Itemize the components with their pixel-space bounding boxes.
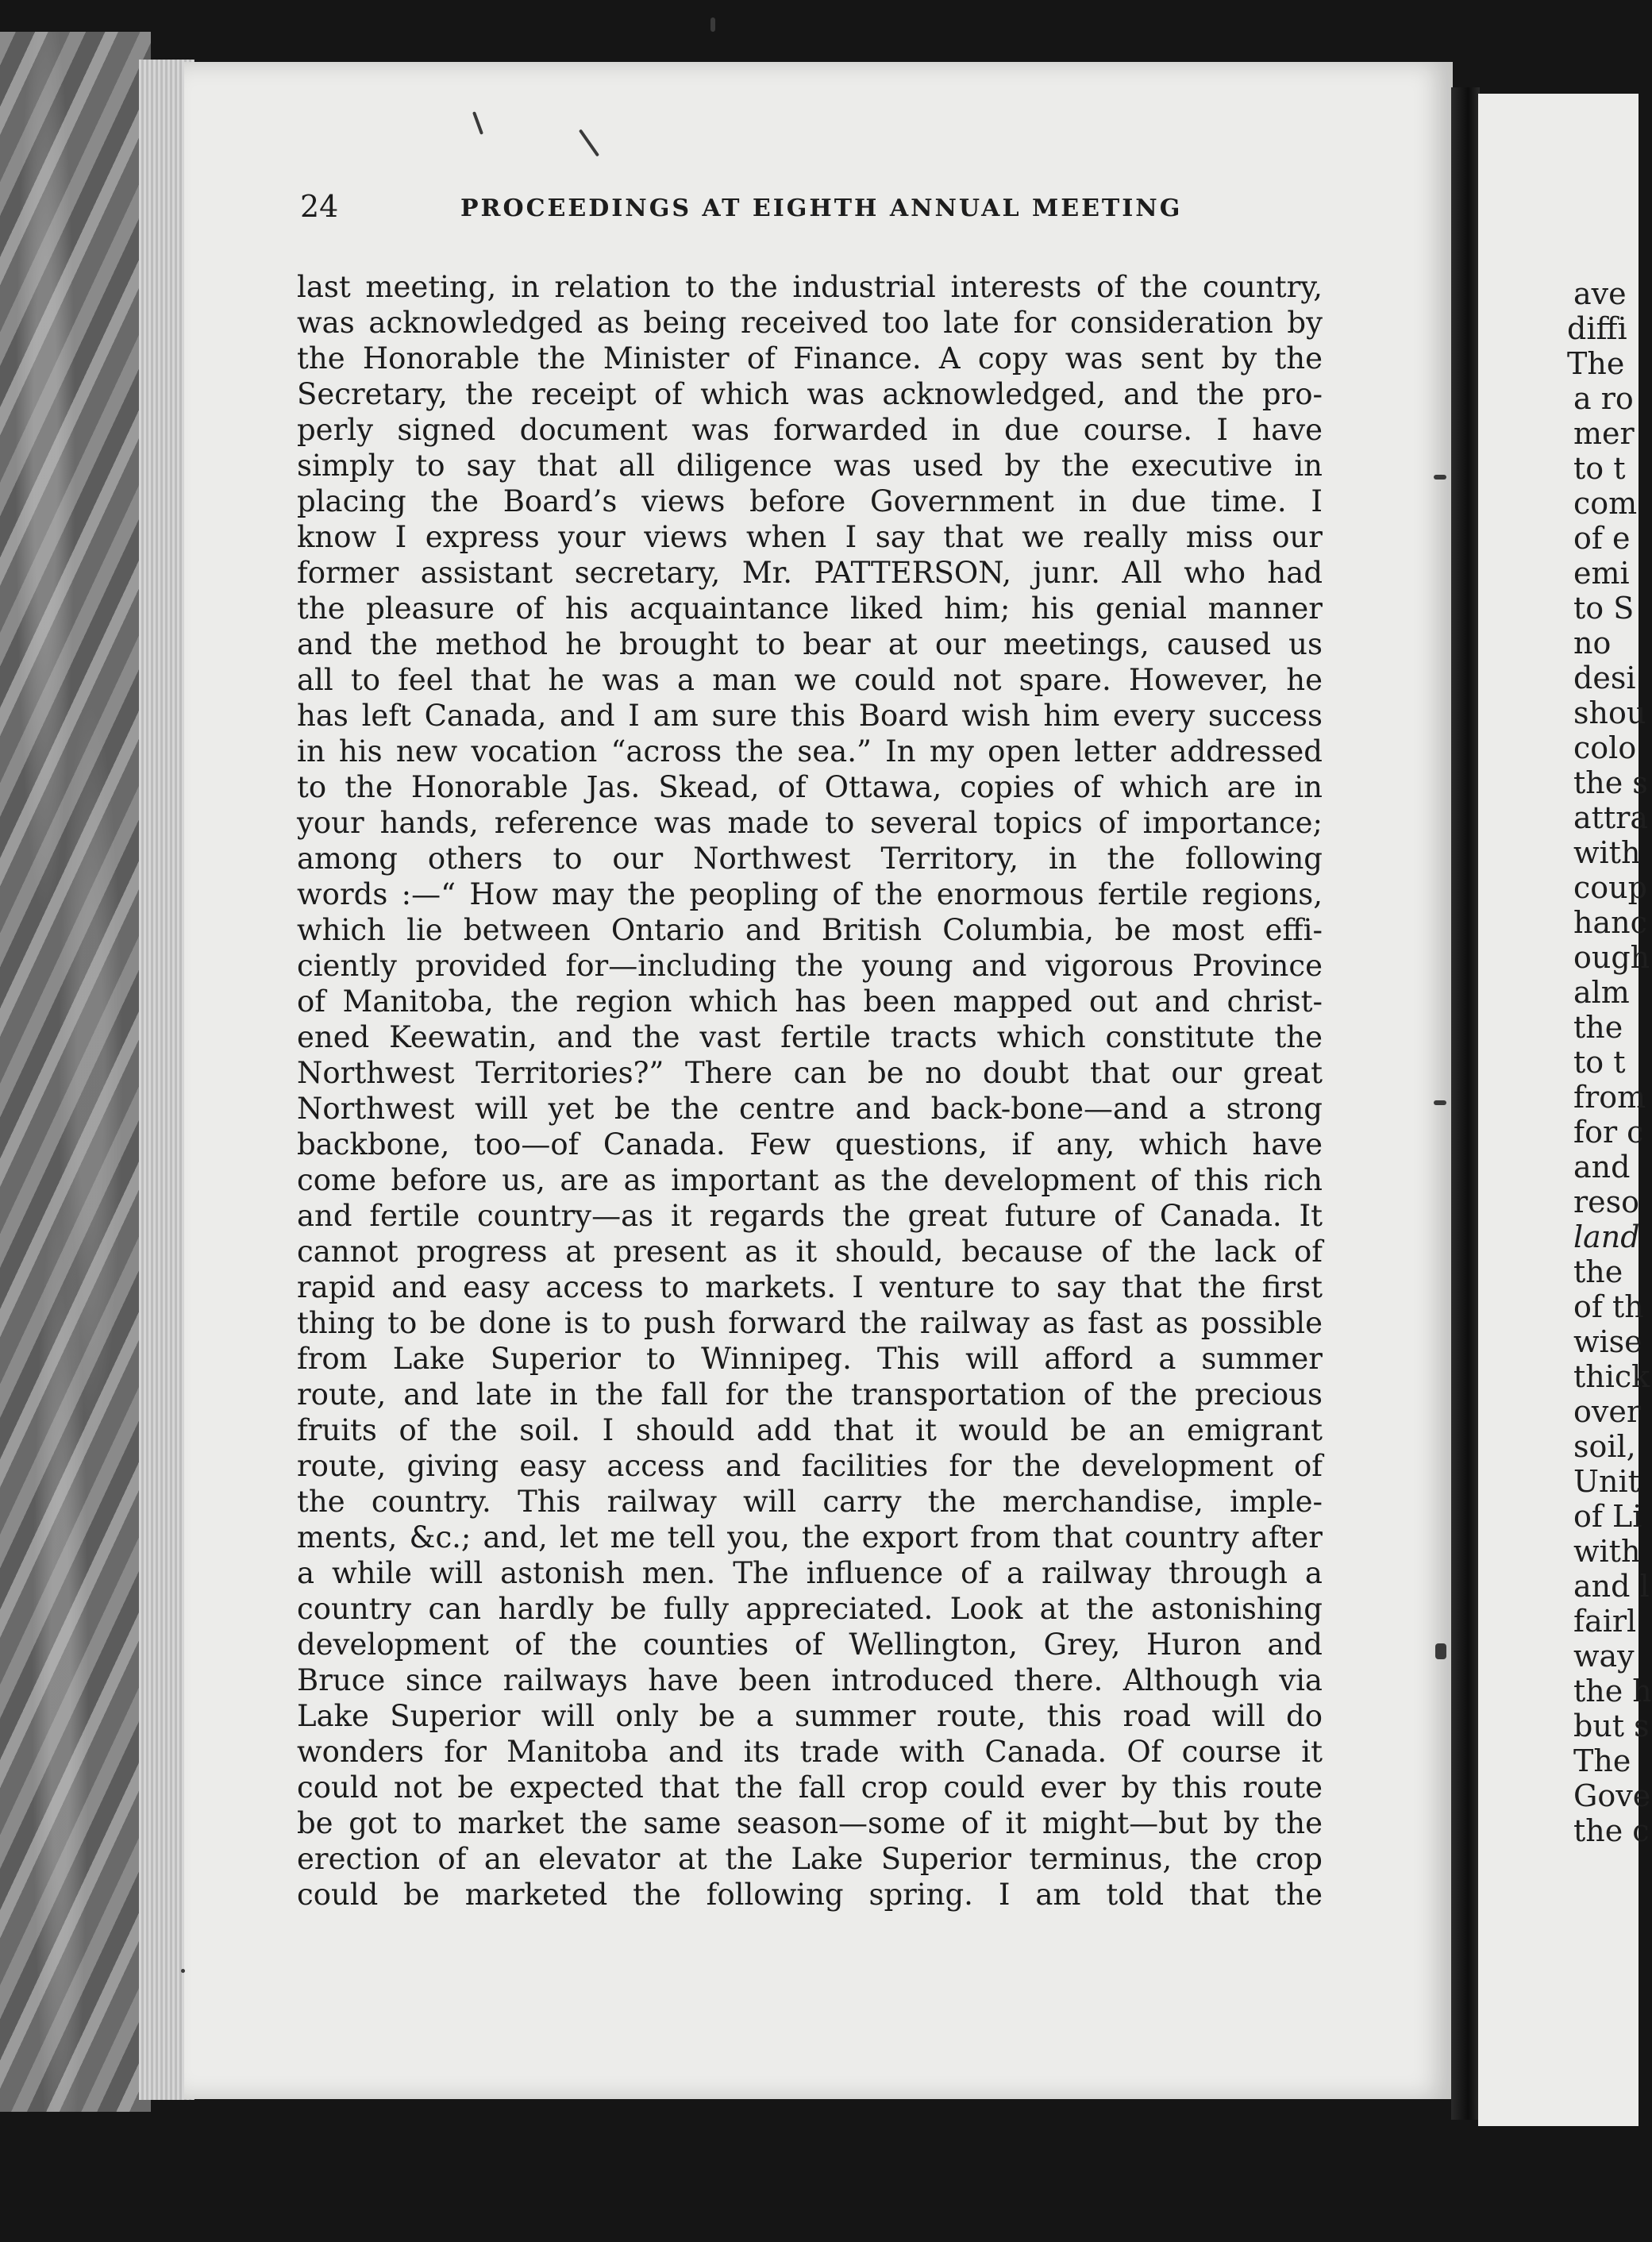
facing-fragment: way — [1573, 1639, 1635, 1674]
text-line: erection of an elevator at the Lake Superior terminus, the crop — [297, 1842, 1323, 1876]
text-line: wonders for Manitoba and its trade with Canada. Of course it — [297, 1735, 1323, 1769]
text-line: cannot progress at present as it should, because of the lack of — [297, 1235, 1323, 1269]
facing-fragment: and — [1573, 1150, 1631, 1185]
facing-fragment: land — [1573, 1219, 1640, 1254]
text-line: country can hardly be fully appreciated. Look at the astonishing — [297, 1592, 1323, 1626]
speck — [1435, 1643, 1446, 1659]
text-line: last meeting, in relation to the industrial interests of the country, — [297, 270, 1323, 304]
text-line: the Honorable the Minister of Finance. A copy was sent by the — [297, 341, 1323, 376]
facing-fragment: fairl — [1573, 1604, 1637, 1639]
facing-fragment: reso — [1573, 1185, 1640, 1219]
facing-fragment: with — [1573, 1534, 1641, 1569]
text-line: former assistant secretary, Mr. PATTERSON, junr. All who had — [297, 556, 1323, 590]
facing-fragment: coup — [1573, 870, 1647, 905]
text-line: development of the counties of Wellington, Grey, Huron and — [297, 1628, 1323, 1662]
text-line: fruits of the soil. I should add that it would be an emigrant — [297, 1413, 1323, 1447]
text-line: was acknowledged as being received too late for consideration by — [297, 306, 1323, 340]
page-number: 24 — [300, 189, 339, 224]
text-line: could not be expected that the fall crop could ever by this route — [297, 1770, 1323, 1805]
facing-fragment: Gove — [1573, 1778, 1651, 1813]
facing-fragment: alm — [1573, 975, 1630, 1010]
text-line: route, and late in the fall for the transportation of the precious — [297, 1377, 1323, 1412]
facing-fragment: com — [1573, 486, 1638, 521]
facing-fragment: over — [1573, 1394, 1641, 1429]
facing-fragment: with — [1573, 835, 1641, 870]
facing-fragment: of e — [1573, 521, 1631, 556]
text-line: route, giving easy access and facilities for the development of — [297, 1449, 1323, 1483]
text-line: perly signed document was forwarded in due course. I have — [297, 413, 1323, 447]
facing-fragment: colo — [1573, 730, 1637, 765]
text-line: Lake Superior will only be a summer route, this road will do — [297, 1699, 1323, 1733]
text-line: from Lake Superior to Winnipeg. This will afford a summer — [297, 1342, 1323, 1376]
text-line: Bruce since railways have been introduced there. Although via — [297, 1663, 1323, 1697]
text-line: rapid and easy access to markets. I venture to say that the first — [297, 1270, 1323, 1304]
facing-page — [1478, 94, 1652, 2126]
facing-fragment: from — [1573, 1080, 1646, 1115]
text-line: the pleasure of his acquaintance liked him; his genial manner — [297, 591, 1323, 626]
text-line: the country. This railway will carry the merchandise, imple- — [297, 1485, 1323, 1519]
text-line: Secretary, the receipt of which was acknowledged, and the pro- — [297, 377, 1323, 411]
facing-fragment: the — [1573, 1010, 1623, 1045]
text-line: words :—“ How may the peopling of the enormous fertile regions, — [297, 877, 1323, 911]
text-line: come before us, are as important as the development of this rich — [297, 1163, 1323, 1197]
facing-fragment: no — [1573, 626, 1612, 661]
marbled-cover — [0, 32, 151, 2112]
text-line: ciently provided for—including the young and vigorous Province — [297, 949, 1323, 983]
facing-fragment: mer — [1573, 416, 1635, 451]
speck — [181, 1969, 185, 1973]
speck — [710, 17, 715, 32]
text-line: all to feel that he was a man we could not spare. However, he — [297, 663, 1323, 697]
text-line: among others to our Northwest Territory, in the following — [297, 842, 1323, 876]
facing-fragment: The — [1573, 1743, 1631, 1778]
speck — [1434, 475, 1446, 480]
facing-fragment: to t — [1573, 1045, 1626, 1080]
facing-fragment: The — [1567, 346, 1625, 381]
text-line: of Manitoba, the region which has been mapped out and christ- — [297, 984, 1323, 1019]
facing-fragment: the s — [1573, 765, 1648, 800]
text-line: and fertile country—as it regards the great future of Canada. It — [297, 1199, 1323, 1233]
facing-fragment: attra — [1573, 800, 1649, 835]
running-head: PROCEEDINGS AT EIGHTH ANNUAL MEETING — [460, 195, 1183, 222]
text-line: Northwest will yet be the centre and back-bone—and a strong — [297, 1092, 1323, 1126]
facing-fragment: to S — [1573, 591, 1635, 626]
speck — [1434, 1100, 1446, 1105]
facing-fragment: but s — [1573, 1708, 1650, 1743]
facing-fragment: desi — [1573, 661, 1636, 695]
facing-fragment: the h — [1573, 1674, 1652, 1708]
text-line: has left Canada, and I am sure this Board wish him every success — [297, 699, 1323, 733]
facing-fragment: thick — [1573, 1359, 1650, 1394]
facing-fragment: emi — [1573, 556, 1630, 591]
facing-fragment: ough — [1573, 940, 1650, 975]
text-line: know I express your views when I say that we really miss our — [297, 520, 1323, 554]
facing-fragment: for c — [1573, 1115, 1644, 1150]
facing-fragment: Unit — [1573, 1464, 1640, 1499]
book-gutter — [1451, 87, 1480, 2120]
facing-fragment: hanc — [1573, 905, 1647, 940]
text-line: in his new vocation “across the sea.” In my open letter addressed — [297, 734, 1323, 769]
facing-fragment: the c — [1573, 1813, 1650, 1848]
text-line: a while will astonish men. The influence of a railway through a — [297, 1556, 1323, 1590]
text-line: which lie between Ontario and British Columbia, be most effi- — [297, 913, 1323, 947]
facing-fragment: to t — [1573, 451, 1626, 486]
text-line: ened Keewatin, and the vast fertile tracts which constitute the — [297, 1020, 1323, 1054]
text-line: ments, &c.; and, let me tell you, the export from that country after — [297, 1520, 1323, 1554]
facing-fragment: soil, — [1573, 1429, 1636, 1464]
facing-fragment: of Li — [1573, 1499, 1642, 1534]
facing-fragment: wise — [1573, 1324, 1642, 1359]
facing-fragment: the — [1573, 1254, 1623, 1289]
text-line: thing to be done is to push forward the railway as fast as possible — [297, 1306, 1323, 1340]
facing-fragment: shou — [1573, 695, 1646, 730]
text-line: placing the Board’s views before Government in due time. I — [297, 484, 1323, 518]
facing-fragment: and l — [1573, 1569, 1650, 1604]
facing-fragment: diffi — [1567, 311, 1627, 346]
facing-fragment: a ro — [1573, 381, 1634, 416]
text-line: could be marketed the following spring. I am told that the — [297, 1878, 1323, 1912]
facing-fragment: of th — [1573, 1289, 1644, 1324]
text-line: and the method he brought to bear at our meetings, caused us — [297, 627, 1323, 661]
text-line: your hands, reference was made to several topics of importance; — [297, 806, 1323, 840]
text-line: simply to say that all diligence was used by the executive in — [297, 449, 1323, 483]
facing-fragment: ave — [1573, 276, 1627, 311]
text-line: Northwest Territories?” There can be no doubt that our great — [297, 1056, 1323, 1090]
text-line: be got to market the same season—some of it might—but by the — [297, 1806, 1323, 1840]
text-line: backbone, too—of Canada. Few questions, if any, which have — [297, 1127, 1323, 1161]
text-line: to the Honorable Jas. Skead, of Ottawa, copies of which are in — [297, 770, 1323, 804]
